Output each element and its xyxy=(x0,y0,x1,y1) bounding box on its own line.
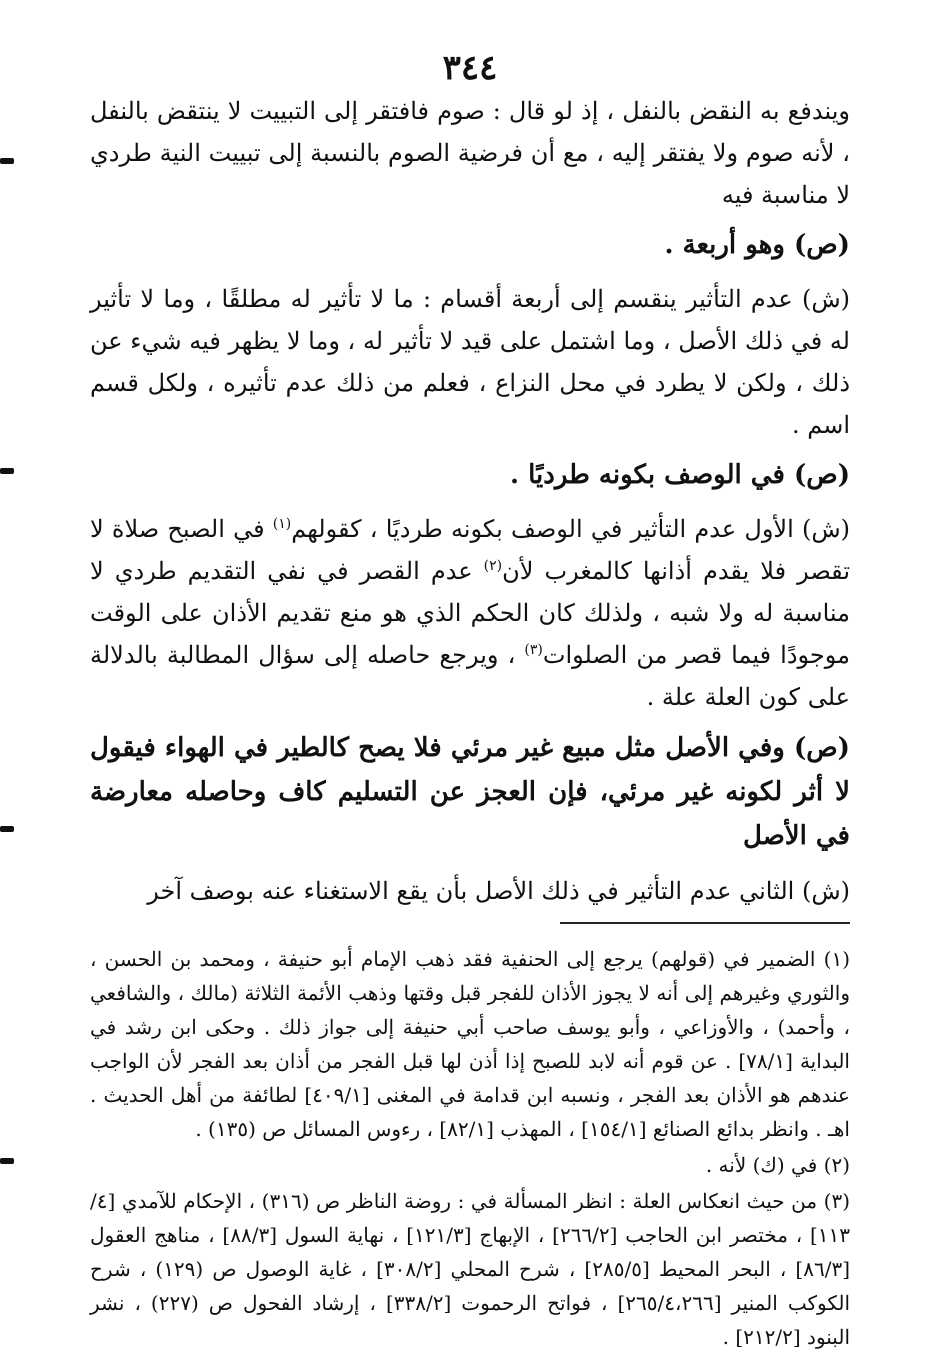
footnote-ref-2: (٢) xyxy=(483,558,503,574)
matn-line-1: (ص) وهو أربعة . xyxy=(664,230,850,260)
margin-mark-3 xyxy=(0,826,14,832)
footnote-1: (١) الضمير في (قولهم) يرجع إلى الحنفية فقد ذهب الإمام أبو حنيفة ، ومحمد بن الحسن ، والثوري وغيرهم إلى أنه لا يجوز الأذان للفجر قبل وقتها وذهب الأئمة الثلاثة (مالك ، والشافعي ، وأحمد) ، والأوزاعي ، وأبو يوسف صاحب أبي حنيفة إلى جواز ذلك . وحكى ابن رشد في البداية [٧٨/١] . عن قوم أنه لابد للصبح إذا أذن لها قبل الفجر من أذان بعد الفجر لأن الواجب عندهم هو الأذان بعد الفجر ، ونسبه ابن قدامة في المغنى [٤٠٩/١] لطائفة من أهل الحديث . اهـ . وانظر بدائع الصنائع [١٥٤/١] ، المهذب [٨٢/١] ، رءوس المسائل ص (١٣٥) . xyxy=(90,947,850,1141)
sharh-2-part-b: في الصبح صلاة لا تقصر فلا يقدم أذانها كالمغرب لأن xyxy=(90,515,850,585)
footnotes xyxy=(90,942,850,1354)
page-number: ٣٤٤ xyxy=(442,48,498,88)
footnote-3: (٣) من حيث انعكاس العلة : انظر المسألة في : روضة الناظر ص (٣١٦) ، الإحكام للآمدي [٤/ ١١٣] ، مختصر ابن الحاجب [٢٦٦/٢] ، الإبهاج [١٢١/٣] ، نهاية السول [٨٨/٣] ، مناهج العقول [٨٦/٣] ، البحر المحيط [٢٨٥/٥] ، شرح المحلي [٣٠٨/٢] ، غاية الوصول ص (١٢٩) ، شرح الكوكب المنير [٢٦٥/٤،٢٦٦] ، فواتح الرحموت [٣٣٨/٢] ، إرشاد الفحول ص (٢٢٧) ، نشر البنود [٢١٢/٢] . xyxy=(90,1189,851,1349)
margin-mark-1 xyxy=(0,158,14,164)
page xyxy=(90,48,850,1356)
sharh-2-part-a: (ش) الأول عدم التأثير في الوصف بكونه طرديًا ، كقولهم xyxy=(291,515,850,543)
footnote-2: (٢) في (ك) لأنه . xyxy=(705,1153,850,1177)
matn-line-2: (ص) في الوصف بكونه طرديًا . xyxy=(510,460,850,490)
main-text xyxy=(90,90,850,912)
sharh-paragraph-1: (ش) عدم التأثير ينقسم إلى أربعة أقسام : ما لا تأثير له مطلقًا ، وما لا تأثير له في ذلك الأصل ، وما اشتمل على قيد لا تأثير له ، وما لا يظهر فيه شيء عن ذلك ، ولكن لا يطرد في محل النزاع ، فعلم من ذلك عدم تأثيره ، ولكل قسم اسم . xyxy=(90,285,850,439)
margin-mark-4 xyxy=(0,1158,14,1164)
matn-line-3: (ص) وفي الأصل مثل مبيع غير مرئي فلا يصح كالطير في الهواء فيقول لا أثر لكونه غير مرئي، فإن العجز عن التسليم كاف وحاصله معارضة في الأصل xyxy=(90,733,850,851)
footnote-ref-3: (٣) xyxy=(524,642,543,658)
paragraph-continuation: ويندفع به النقض بالنفل ، إذ لو قال : صوم فافتقر إلى التبييت لا ينتقض بالنفل ، لأنه صوم ولا يفتقر إليه ، مع أن فرضية الصوم بالنسبة إلى تبييت النية طردي لا مناسبة فيه xyxy=(90,97,850,209)
footnote-separator xyxy=(560,922,850,924)
footnote-ref-1: (١) xyxy=(272,516,292,532)
margin-mark-2 xyxy=(0,468,14,474)
sharh-paragraph-3: (ش) الثاني عدم التأثير في ذلك الأصل بأن يقع الاستغناء عنه بوصف آخر xyxy=(147,877,850,905)
sharh-2-part-d: ، ويرجع حاصله إلى سؤال المطالبة بالدلالة على كون العلة علة . xyxy=(90,641,850,711)
sharh-paragraph-2 xyxy=(90,508,850,718)
sharh-2-part-c: عدم القصر في نفي التقديم طردي لا مناسبة له ولا شبه ، ولذلك كان الحكم الذي هو منع تقديم الأذان على الوقت موجودًا فيما قصر من الصلوات xyxy=(90,557,850,669)
